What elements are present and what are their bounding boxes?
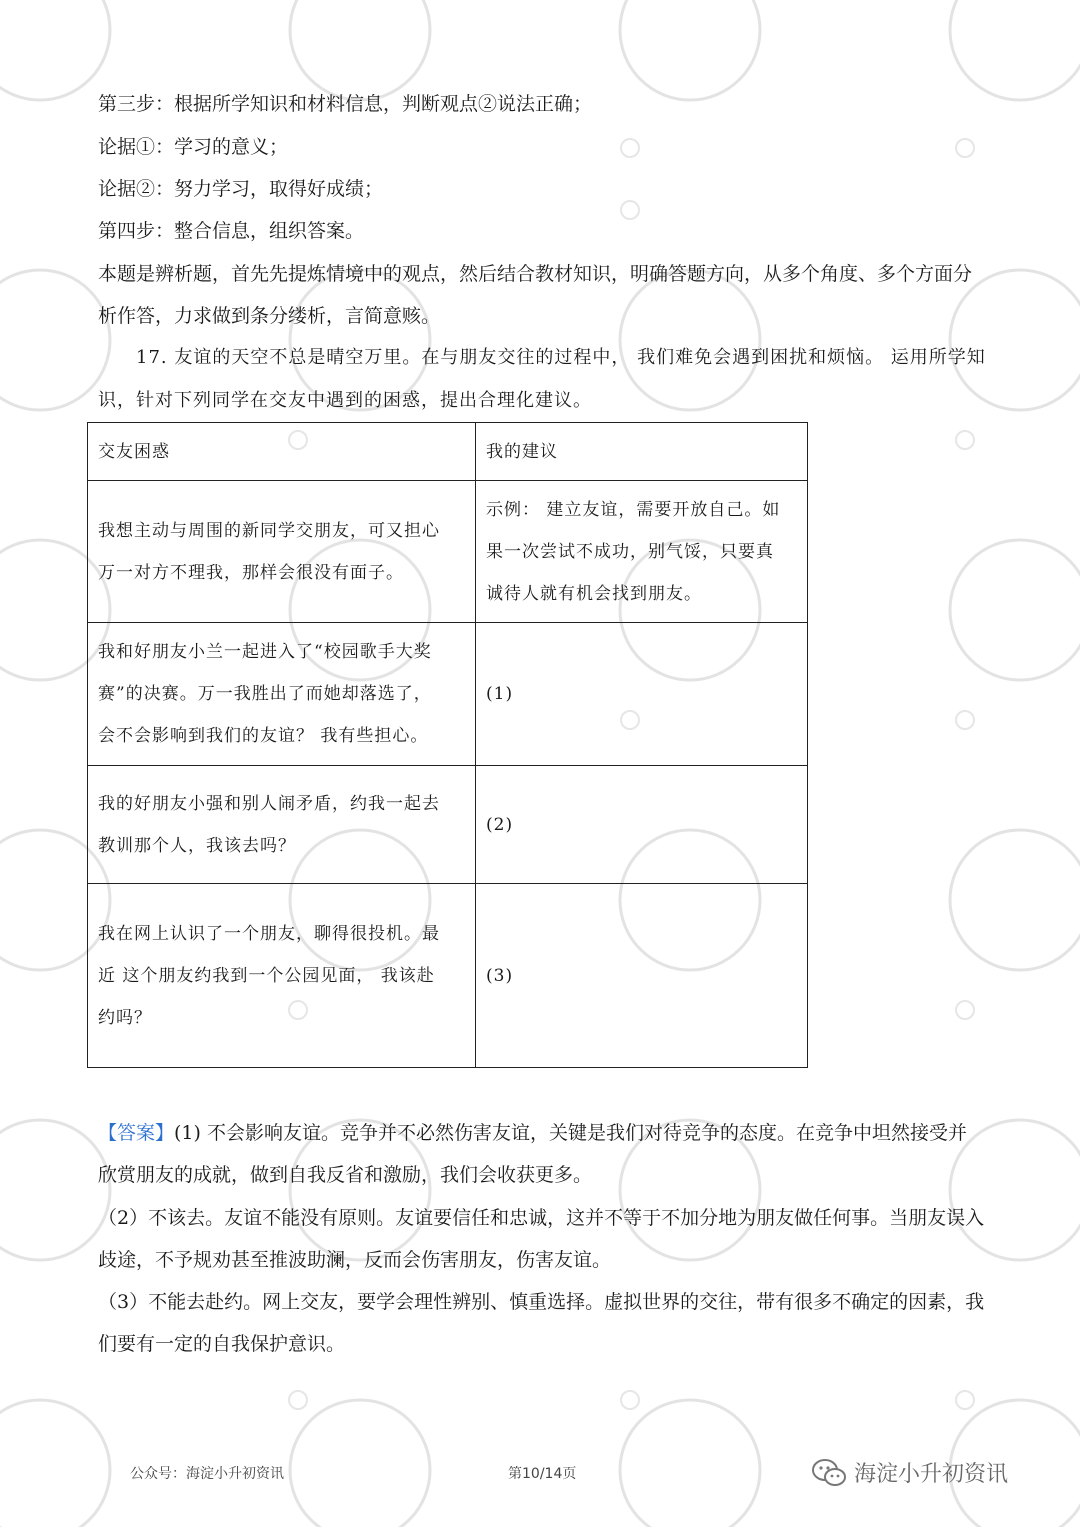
question-17-line-2: 识，针对下列同学在交友中遇到的困惑，提出合理化建议。 bbox=[98, 390, 592, 411]
table-cell-advice: (1) bbox=[476, 623, 808, 766]
intro-line-6: 析作答，力求做到条分缕析，言简意赅。 bbox=[98, 305, 441, 327]
intro-line-1: 第三步：根据所学知识和材料信息，判断观点②说法正确； bbox=[98, 93, 593, 115]
answer-1-text: (1) 不会影响友谊。竞争并不必然伤害友谊，关键是我们对待竞争的态度。在竞争中坦然接受并 bbox=[174, 1122, 967, 1144]
table-cell-problem: 我在网上认识了一个朋友，聊得很投机。最 近 这个朋友约我到一个公园见面， 我该赴 约吗？ bbox=[88, 884, 476, 1068]
table-cell-advice: (3) bbox=[476, 884, 808, 1068]
answer-line-2: 欣赏朋友的成就，做到自我反省和激励，我们会收获更多。 bbox=[98, 1164, 593, 1186]
brand-name: 海淀小升初资讯 bbox=[854, 1462, 1009, 1487]
footer-account: 公众号：海淀小升初资讯 bbox=[130, 1466, 284, 1482]
answer-line-1 bbox=[98, 1121, 967, 1145]
friendship-table bbox=[87, 422, 808, 1068]
intro-line-4: 第四步：整合信息，组织答案。 bbox=[98, 220, 365, 242]
table-row bbox=[88, 766, 808, 884]
table-header-advice: 我的建议 bbox=[476, 423, 808, 481]
table-header-problem: 交友困惑 bbox=[88, 423, 476, 481]
table-row bbox=[88, 884, 808, 1068]
intro-line-2: 论据①：学习的意义； bbox=[98, 136, 289, 158]
answer-line-4: 歧途，不予规劝甚至推波助澜，反而会伤害朋友，伤害友谊。 bbox=[98, 1249, 612, 1271]
wechat-icon bbox=[812, 1458, 846, 1488]
intro-line-5: 本题是辨析题，首先先提炼情境中的观点，然后结合教材知识，明确答题方向，从多个角度、多个方面分 bbox=[98, 263, 973, 285]
table-cell-problem: 我和好朋友小兰一起进入了“校园歌手大奖 赛”的决赛。万一我胜出了而她却落选了， 会不会影响到我们的友谊？ 我有些担心。 bbox=[88, 623, 476, 766]
footer-page-number: 第10/14页 bbox=[508, 1466, 577, 1482]
answer-line-5: （3）不能去赴约。网上交友，要学会理性辨别、慎重选择。虚拟世界的交往，带有很多不确定的因素，我 bbox=[98, 1291, 985, 1313]
table-cell-problem: 我想主动与周围的新同学交朋友，可又担心 万一对方不理我，那样会很没有面子。 bbox=[88, 481, 476, 623]
intro-line-3: 论据②：努力学习，取得好成绩； bbox=[98, 178, 384, 200]
table-row bbox=[88, 623, 808, 766]
footer-brand bbox=[812, 1457, 1008, 1488]
answer-line-6: 们要有一定的自我保护意识。 bbox=[98, 1333, 346, 1355]
table-cell-advice: (2) bbox=[476, 766, 808, 884]
table-cell-problem: 我的好朋友小强和别人闹矛盾，约我一起去 教训那个人，我该去吗？ bbox=[88, 766, 476, 884]
answer-tag: 【答案】 bbox=[98, 1122, 175, 1144]
table-header-row bbox=[88, 423, 808, 481]
table-row bbox=[88, 481, 808, 623]
question-17-line-1: 17. 友谊的天空不总是晴空万里。在与朋友交往的过程中， 我们难免会遇到困扰和烦恼。 运用所学知 bbox=[136, 347, 986, 368]
table-cell-advice: 示例： 建立友谊，需要开放自己。如 果一次尝试不成功，别气馁，只要真 诚待人就有机会找到朋友。 bbox=[476, 481, 808, 623]
answer-line-3: （2）不该去。友谊不能没有原则。友谊要信任和忠诚，这并不等于不加分地为朋友做任何事。当朋友误入 bbox=[98, 1207, 985, 1229]
